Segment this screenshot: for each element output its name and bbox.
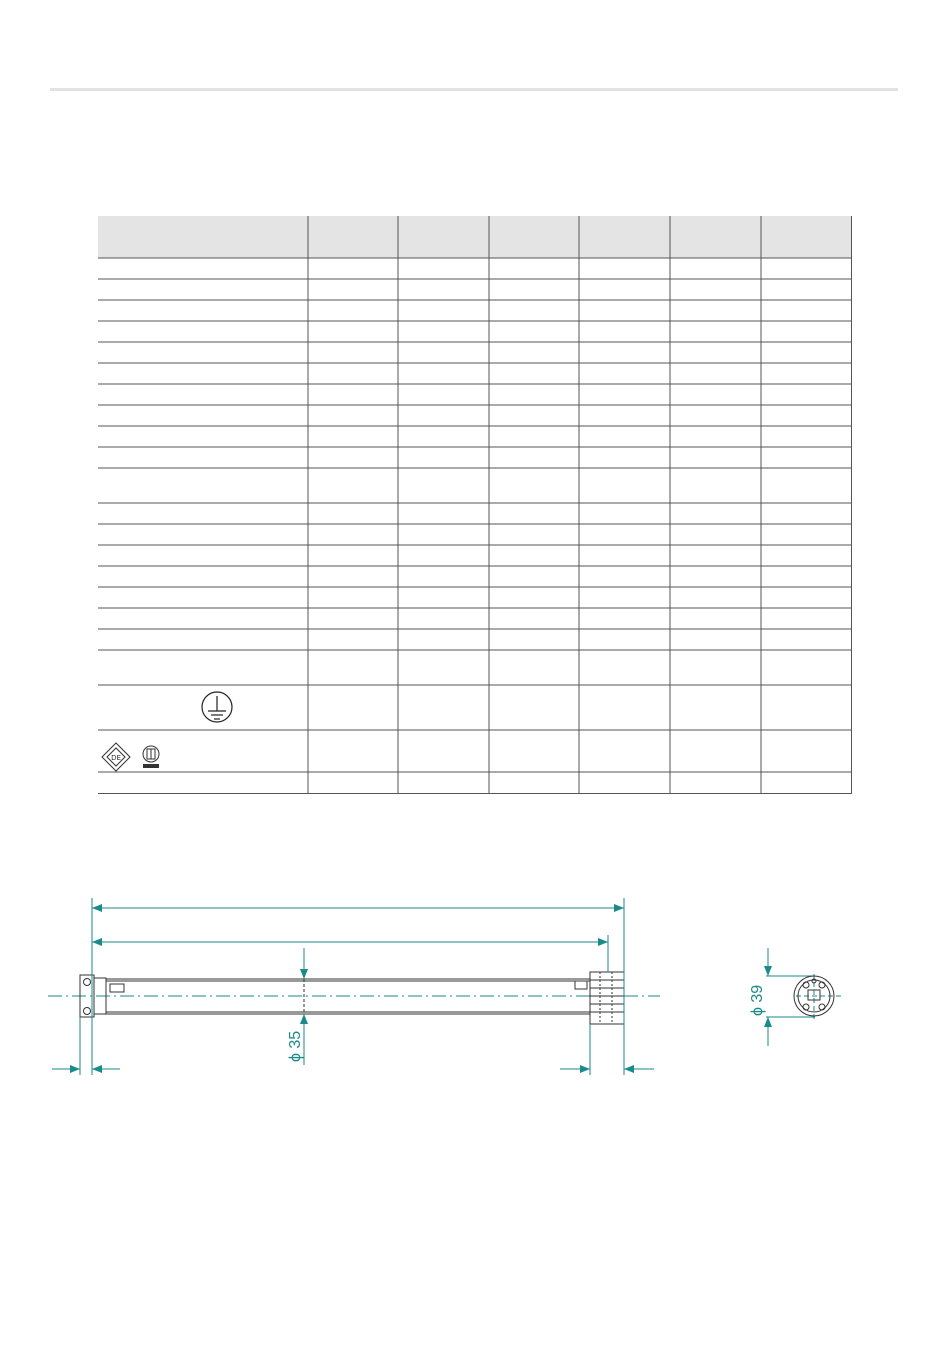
- spec-table: [98, 216, 852, 794]
- head-diameter-label: ϕ 39: [749, 984, 766, 1016]
- vde-mark-icon: [102, 743, 130, 771]
- svg-text:DE: DE: [111, 754, 121, 762]
- motor-end-view: [766, 948, 842, 1046]
- motor-body: [80, 972, 624, 1024]
- dimension-lines: [52, 898, 654, 1075]
- top-rule: [50, 88, 898, 91]
- tube-diameter-label: ϕ 35: [287, 1030, 304, 1062]
- motor-dimension-drawing: [0, 880, 950, 1080]
- emc-mark-icon: [143, 746, 159, 768]
- table-header: [98, 216, 852, 258]
- spec-table-grid: [98, 216, 852, 794]
- technical-drawing: [0, 880, 950, 1080]
- protective-earth-icon: [202, 692, 232, 722]
